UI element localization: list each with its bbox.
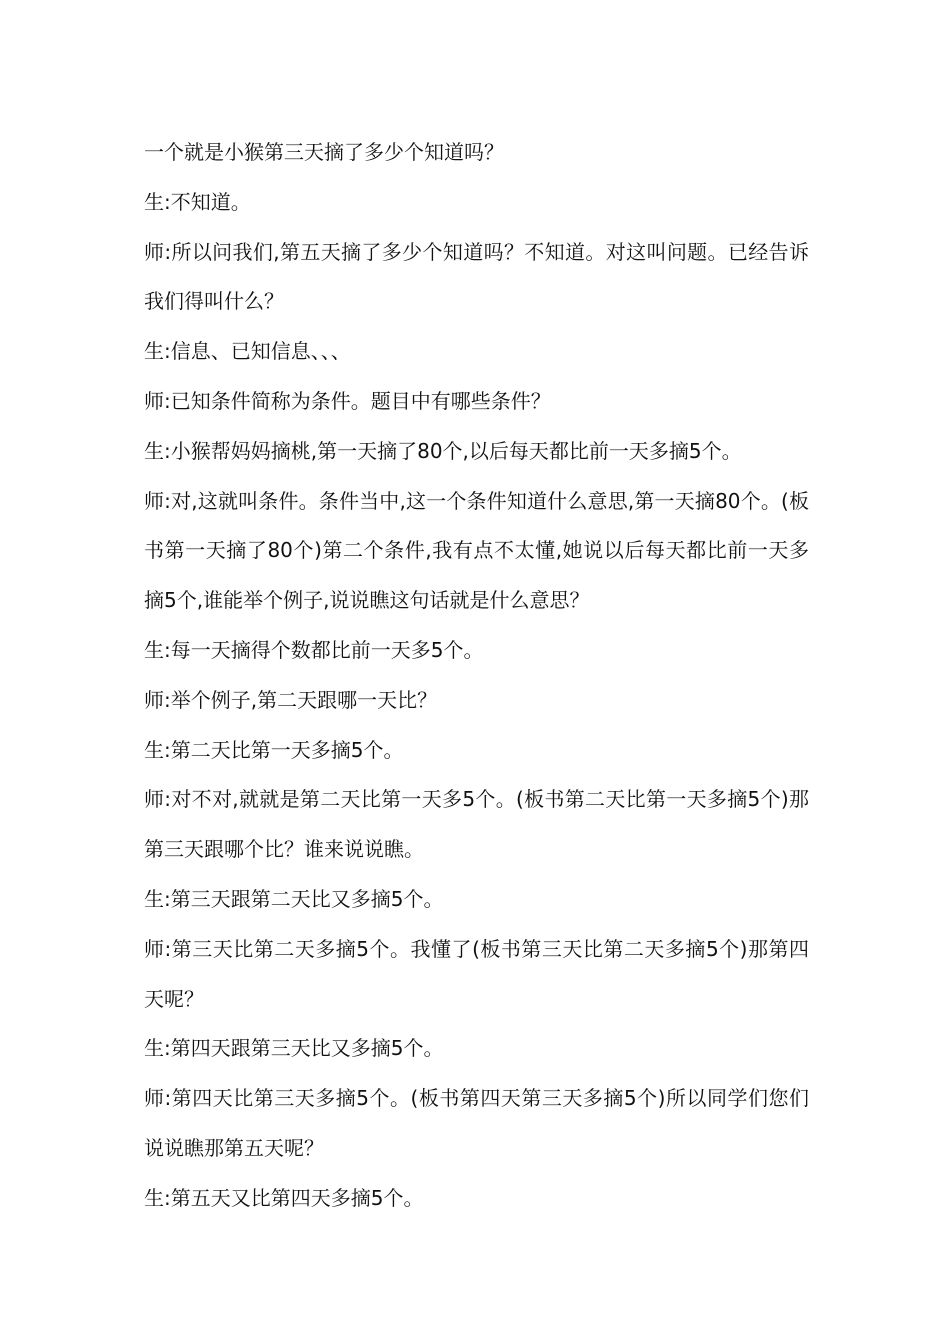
- paragraph: 生:每一天摘得个数都比前一天多5个。: [144, 637, 484, 662]
- paragraph: 师:第四天比第三天多摘5个。(板书第四天第三天多摘5个)所以同学们您们说说瞧那第五天呢？: [144, 1086, 809, 1160]
- paragraph: 生:小猴帮妈妈摘桃,第一天摘了80个,以后每天都比前一天多摘5个。: [144, 438, 742, 463]
- paragraph: 生:第四天跟第三天比又多摘5个。: [144, 1036, 444, 1061]
- paragraph: 师:已知条件简称为条件。题目中有哪些条件？: [144, 388, 551, 413]
- paragraph: 一个就是小猴第三天摘了多少个知道吗？: [144, 140, 504, 164]
- document-body: [144, 128, 809, 1224]
- paragraph: 师:对不对,就就是第二天比第一天多5个。(板书第二天比第一天多摘5个)那第三天跟哪个比？谁来说说瞧。: [144, 787, 809, 862]
- paragraph: 师:所以问我们,第五天摘了多少个知道吗？不知道。对这叫问题。已经告诉我们得叫什么？: [144, 239, 809, 314]
- paragraph: 师:举个例子,第二天跟哪一天比？: [144, 687, 438, 712]
- paragraph: 生:第五天又比第四天多摘5个。: [144, 1185, 424, 1210]
- paragraph: 生:信息、已知信息、、、: [144, 339, 351, 364]
- paragraph: 师:对,这就叫条件。条件当中,这一个条件知道什么意思,第一天摘80个。(板书第一天摘了80个)第二个条件,我有点不太懂,她说以后每天都比前一天多摘5个,谁能举个例子,说说瞧这句话就是什么意思？: [144, 488, 809, 613]
- paragraph: 生:不知道。: [144, 189, 251, 214]
- paragraph: 生:第三天跟第二天比又多摘5个。: [144, 886, 444, 911]
- paragraph: 生:第二天比第一天多摘5个。: [144, 737, 404, 762]
- paragraph: 师:第三天比第二天多摘5个。我懂了(板书第三天比第二天多摘5个)那第四天呢？: [144, 936, 809, 1011]
